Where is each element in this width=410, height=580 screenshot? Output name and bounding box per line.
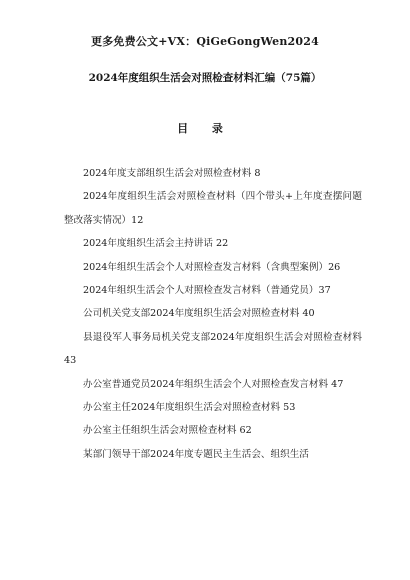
promo-header: 更多免费公文+VX：QiGeGongWen2024 — [91, 35, 319, 48]
document-title: 2024年度组织生活会对照检查材料汇编（75篇） — [88, 72, 322, 84]
toc-item[interactable]: 2024年组织生活会个人对照检查发言材料（含典型案例）26 — [83, 261, 341, 273]
table-of-contents — [64, 162, 362, 466]
toc-item[interactable]: 2024年度组织生活会对照检查材料（四个带头+上年度查摆问题整改落实情况）12 — [64, 191, 362, 226]
toc-item[interactable]: 办公室主任2024年度组织生活会对照检查材料 53 — [83, 402, 296, 414]
toc-item[interactable]: 县退役军人事务局机关党支部2024年度组织生活会对照检查材料 43 — [64, 331, 362, 367]
toc-heading: 目 录 — [177, 122, 233, 135]
toc-item[interactable]: 2024年度组织生活会主持讲话 22 — [83, 238, 229, 250]
toc-item[interactable]: 办公室普通党员2024年组织生活会个人对照检查发言材料 47 — [83, 378, 344, 390]
toc-item[interactable]: 办公室主任组织生活会对照检查材料 62 — [83, 425, 252, 437]
toc-item[interactable]: 2024年组织生活会个人对照检查发言材料（普通党员）37 — [83, 285, 331, 297]
toc-item[interactable]: 2024年度支部组织生活会对照检查材料 8 — [83, 168, 261, 179]
toc-item[interactable]: 某部门领导干部2024年度专题民主生活会、组织生活 — [83, 448, 309, 460]
toc-item[interactable]: 公司机关党支部2024年度组织生活会对照检查材料 40 — [83, 308, 315, 320]
